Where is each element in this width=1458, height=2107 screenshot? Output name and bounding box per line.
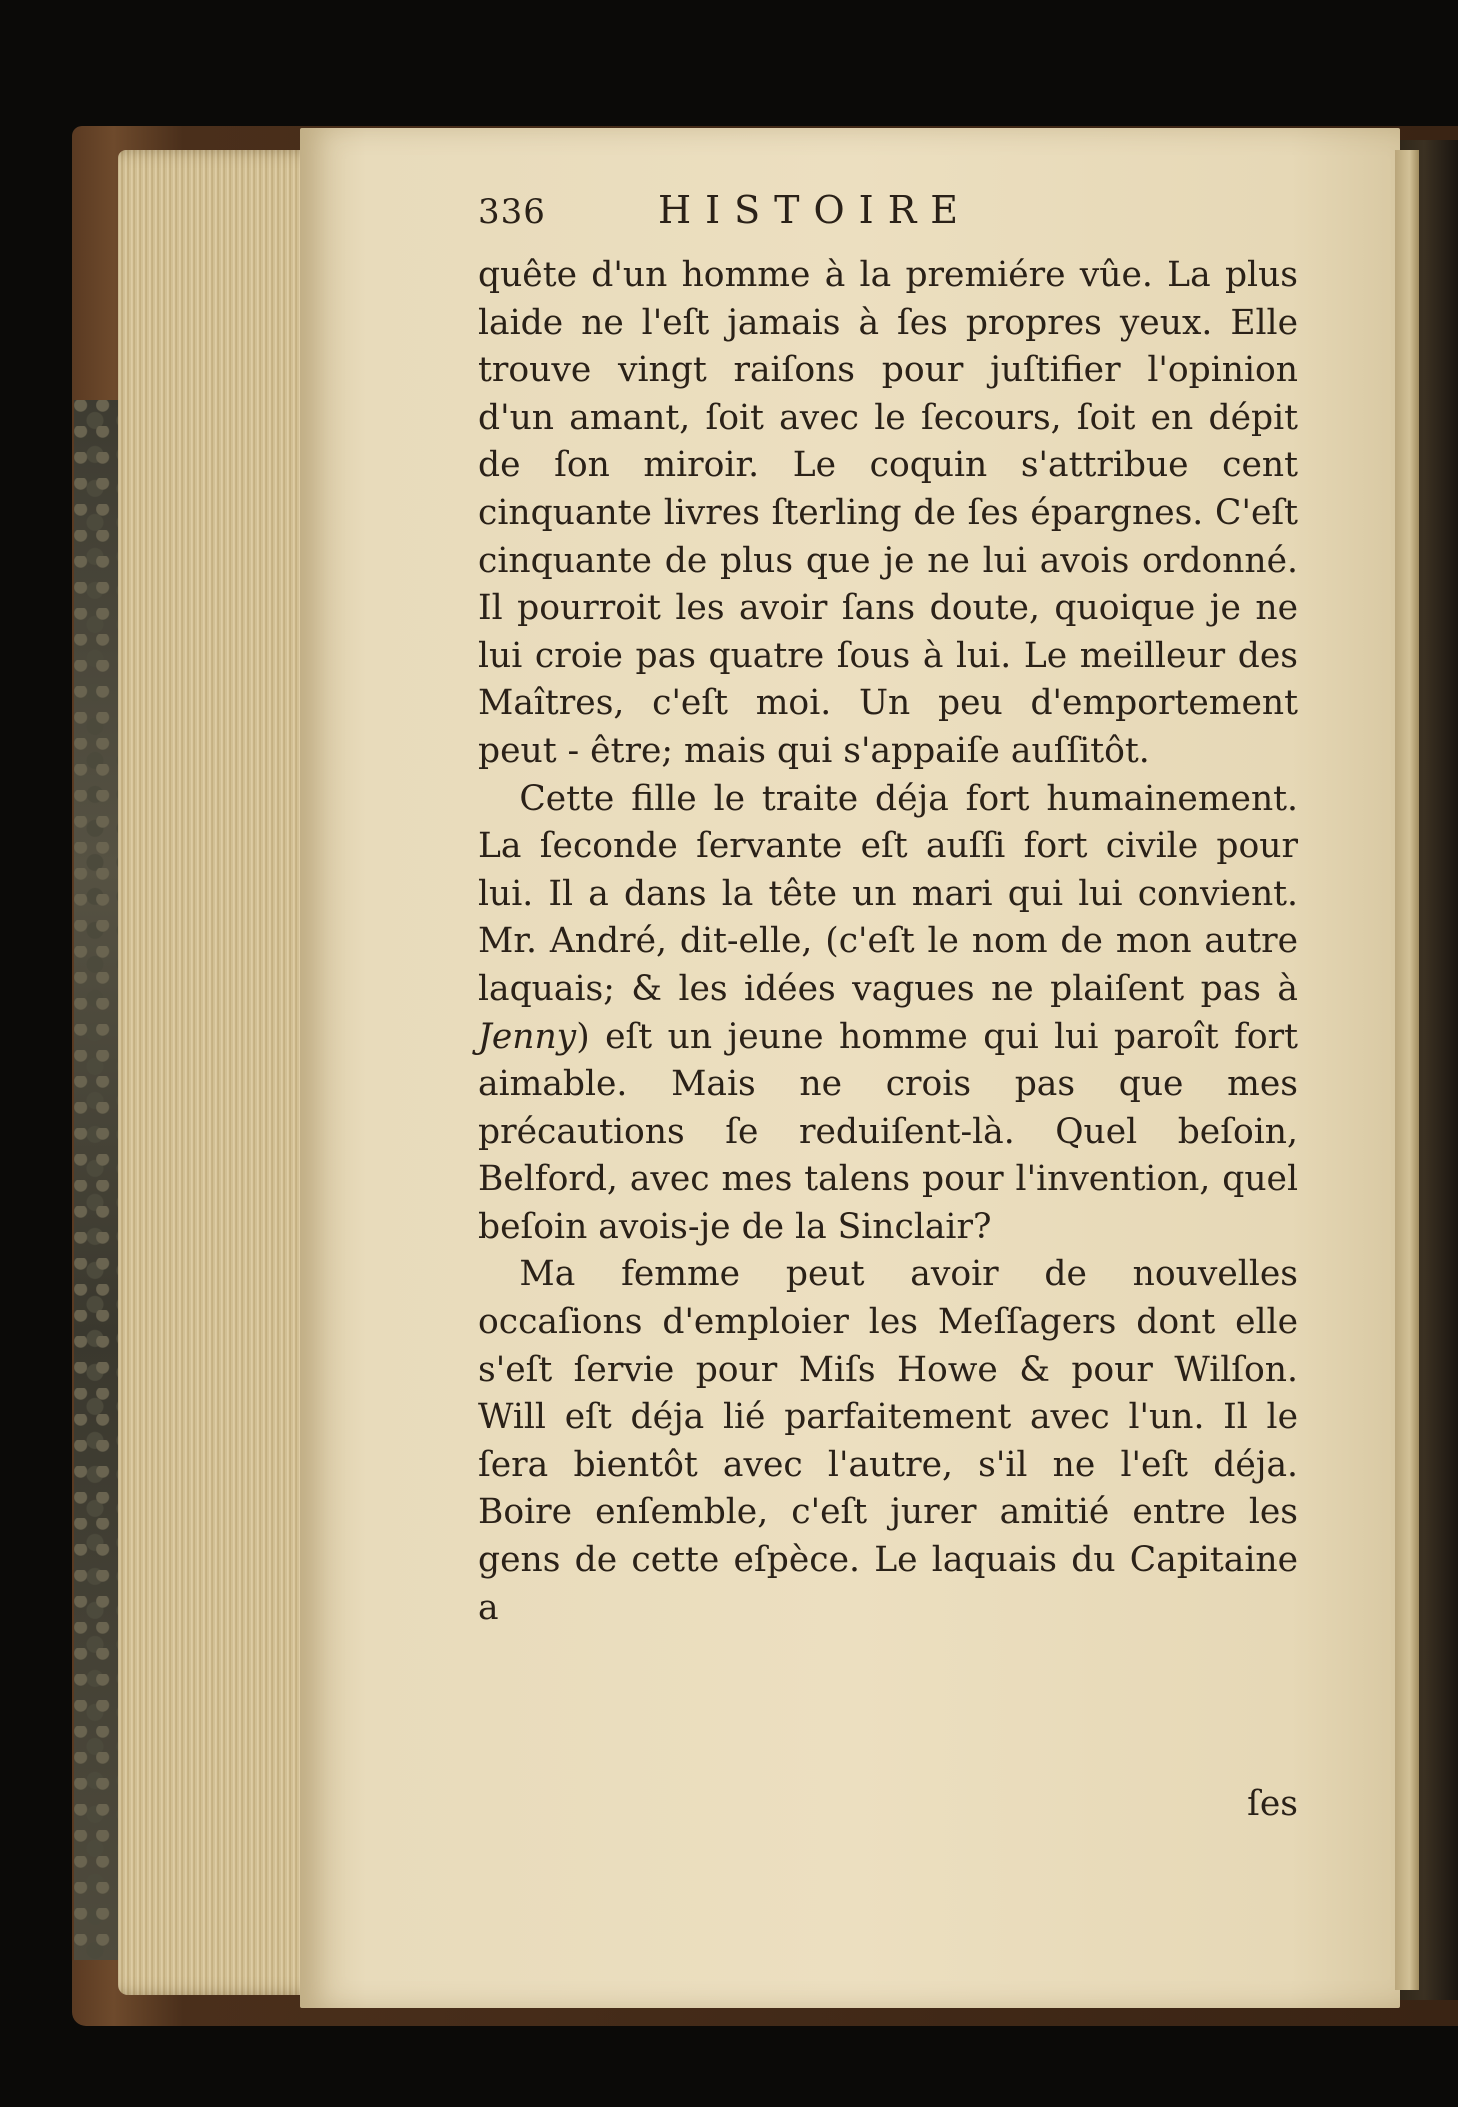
paragraph-text: Cette fille le traite déja fort humainement. La ſeconde ſervante eſt auſſi fort civile pour lui. Il a dans la tête un mari qui lui convient. Mr. André, dit-elle, (c'eſt le nom de mon autre laquais; & les idées vagues ne plaiſent pas à: [478, 778, 1298, 1009]
paragraph: [478, 252, 1298, 776]
text-block: [478, 188, 1298, 1828]
paragraph-text: ) eſt un jeune homme qui lui paroît fort aimable. Mais ne crois pas que mes précautions ſe reduiſent-là. Quel beſoin, Belford, avec mes talens pour l'invention, quel beſoin avois-je de la Sinclair?: [478, 1016, 1298, 1247]
paragraph: [478, 776, 1298, 1252]
paragraph-text: quête d'un homme à la premiére vûe. La plus laide ne l'eſt jamais à ſes propres yeux. Elle trouve vingt raiſons pour juſtifier l'opinion d'un amant, ſoit avec le ſecours, ſoit en dépit de ſon miroir. Le coquin s'attribue cent cinquante livres ſterling de ſes épargnes. C'eſt cinquante de plus que je ne lui avois ordonné. Il pourroit les avoir ſans doute, quoique je ne lui croie pas quatre ſous à lui. Le meilleur des Maîtres, c'eſt moi. Un peu d'emportement peut - être; mais qui s'appaiſe auſſitôt.: [478, 255, 1298, 771]
body-text: [478, 252, 1298, 1632]
page-header: [478, 188, 1298, 252]
paragraph: [478, 1251, 1298, 1632]
paragraph-text: Ma femme peut avoir de nouvelles occaſions d'emploier les Meſſagers dont elle s'eſt ſervie pour Miſs Howe & pour Wilſon. Will eſt déja lié parfaitement avec l'un. Il le ſera bientôt avec l'autre, s'il ne l'eſt déja. Boire enſemble, c'eſt jurer amitié entre les gens de cette eſpèce. Le laquais du Capitaine a: [478, 1254, 1298, 1628]
page-edges: [118, 150, 328, 1995]
running-title: HISTOIRE: [658, 188, 973, 232]
page-number: 336: [478, 192, 546, 232]
italic-text: Jenny: [478, 1016, 577, 1057]
catchword: ſes: [1247, 1784, 1298, 1824]
marbled-board: [74, 400, 124, 1960]
page-right-edge: [1395, 150, 1419, 1990]
